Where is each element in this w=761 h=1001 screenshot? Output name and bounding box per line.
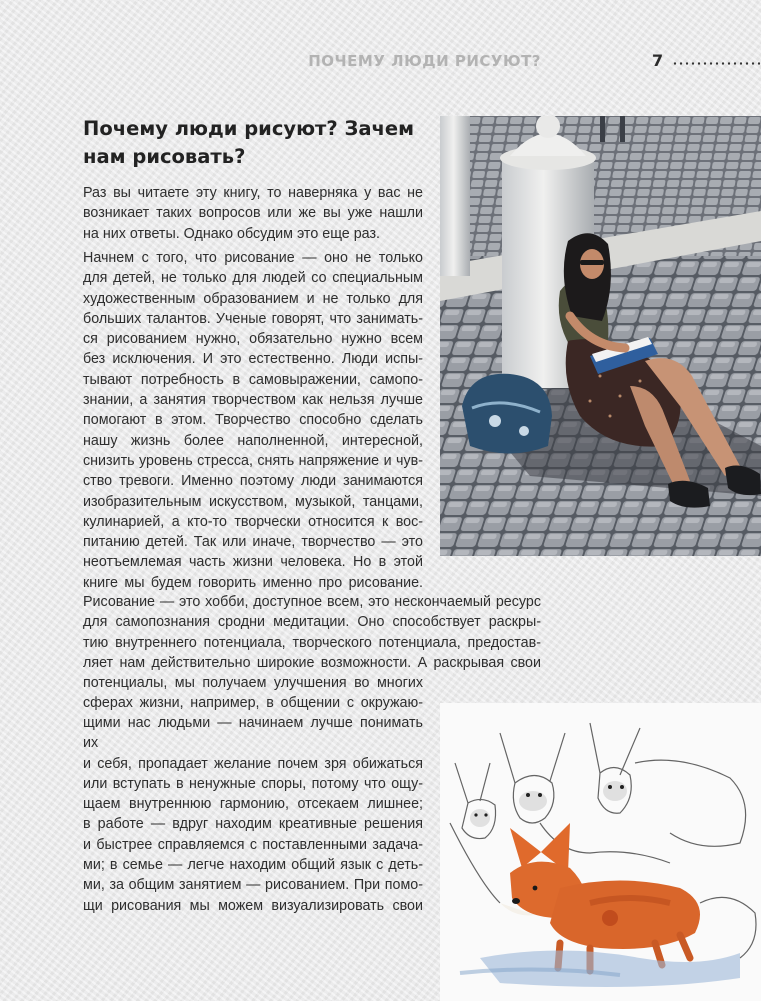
- text-line: ляет нам действительно широкие возможности. А раскрывая свои: [83, 654, 541, 671]
- text-line: Начнем с того, что рисование — оно не только: [83, 250, 423, 266]
- text-line: возникает таких вопросов или же вы уже нашли: [83, 205, 423, 222]
- text-line: потенциалы, мы получаем улучшения во многих: [83, 675, 423, 692]
- paragraph-intro: [83, 183, 423, 244]
- illustration-corgi-sketch: [440, 703, 761, 1001]
- text-line: нашу жизнь более наполненной, интересной,: [83, 432, 423, 449]
- text-line: снизить уровень стресса, снять напряжение и чув-: [83, 452, 423, 469]
- text-line: знании, а занятия творчеством как нельзя лучше: [83, 392, 423, 409]
- running-title: ПОЧЕМУ ЛЮДИ РИСУЮТ?: [308, 52, 541, 70]
- text-line: на них ответы. Однако обсудим это еще раз.: [83, 225, 380, 242]
- text-line: художественным образованием и не только для: [83, 290, 423, 307]
- text-line: питанию детей. Так или иначе, творчество — это: [83, 534, 423, 551]
- text-line: и быстрее справляемся с поставленными задача-: [83, 836, 423, 853]
- heading-line: Почему люди рисуют? Зачем: [83, 117, 415, 140]
- text-line: тывают потребность в самовыражении, самопо-: [83, 371, 423, 388]
- paragraph-benefits: [83, 713, 423, 916]
- section-heading: [83, 115, 423, 171]
- text-line: щи рисования мы можем визуализировать свои: [83, 897, 423, 914]
- text-line: для детей, не только для людей со специальным: [83, 270, 423, 287]
- text-line: сферах жизни, например, в общении с окружаю-: [83, 695, 423, 712]
- text-line: ми, за общим занятием — рисованием. При помо-: [83, 877, 423, 894]
- text-line: помогают в этом. Творчество способно сделать: [83, 412, 423, 429]
- heading-line: нам рисовать?: [83, 145, 246, 168]
- text-line: в работе — вдруг находим креативные решения: [83, 816, 423, 833]
- paragraph-main: [83, 248, 423, 593]
- text-line: ство тревоги. Именно поэтому люди занимаются: [83, 473, 423, 490]
- photo-woman-sketching: [440, 116, 761, 556]
- text-line: изобразительным искусством, музыкой, танцами,: [83, 493, 423, 510]
- text-line: ми; в семье — легче находим общий язык с деть-: [83, 857, 423, 874]
- text-line: больших талантов. Ученые говорят, что занимать-: [83, 310, 423, 327]
- text-line: без исключения. И это естественно. Люди испы-: [83, 351, 423, 368]
- text-line: для самопознания сродни медитации. Оно способствует раскры-: [83, 614, 541, 631]
- text-line: ся рисованием нужно, обязательно нужно всем: [83, 331, 423, 348]
- text-line: или вступать в ненужные споры, потому что ощу-: [83, 775, 423, 792]
- paragraph-hobby: [83, 592, 541, 714]
- text-line: книге мы будем говорить именно про рисование.: [83, 574, 423, 591]
- dotted-leader: [672, 62, 761, 65]
- text-line: неотъемлемая часть жизни человека. Но в этой: [83, 554, 423, 571]
- text-line: и себя, пропадает желание почем зря обижаться: [83, 755, 423, 772]
- page-header: [0, 52, 761, 74]
- text-line: щаем внутреннюю гармонию, отсекаем лишнее;: [83, 796, 423, 813]
- text-line: Рисование — это хобби, доступное всем, это нескончаемый ресурс: [83, 594, 541, 610]
- text-line: Раз вы читаете эту книгу, то наверняка у вас не: [83, 185, 423, 201]
- page-number: 7: [652, 51, 664, 70]
- text-line: щими нас людьми — начинаем лучше понимать их: [83, 715, 423, 752]
- text-line: кулинарией, а кто-то творчески относится к вос-: [83, 513, 423, 530]
- text-line: тию внутреннего потенциала, творческого потенциала, предостав-: [83, 634, 541, 651]
